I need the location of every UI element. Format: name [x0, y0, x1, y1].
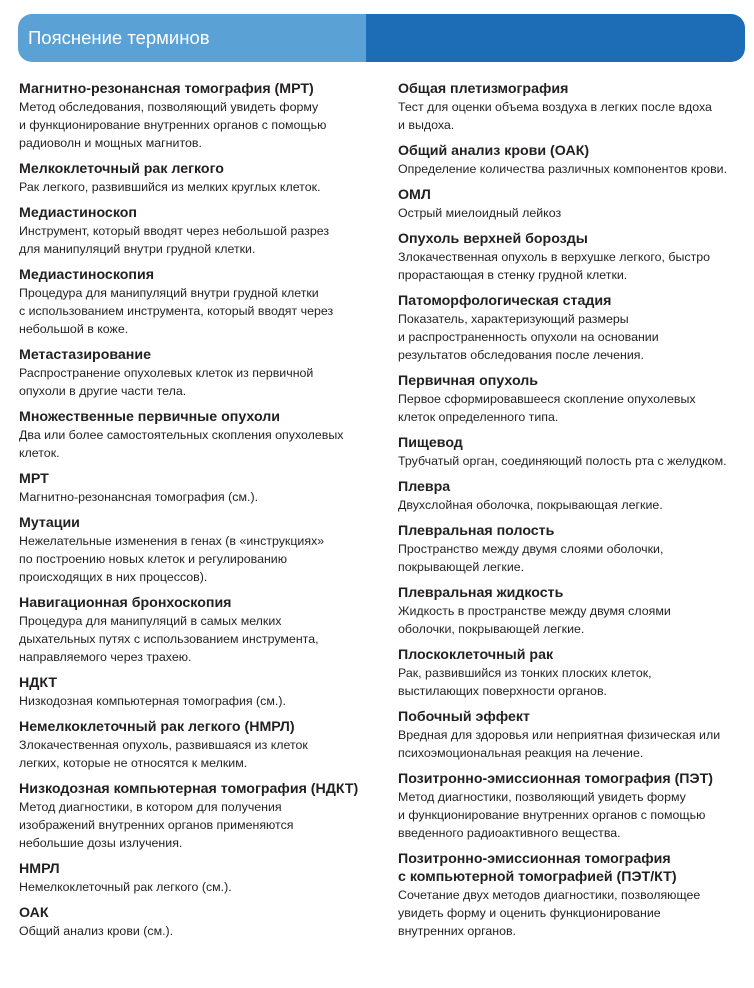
glossary-entry — [19, 266, 369, 338]
glossary-term: Плевральная жидкость — [398, 585, 564, 601]
glossary-term: МРТ — [19, 471, 49, 487]
glossary-entry — [398, 478, 748, 514]
glossary-definition: Жидкость в пространстве между двумя слоями оболочки, покрывающей легкие. — [398, 604, 671, 636]
glossary-entry — [398, 142, 748, 178]
glossary-definition: Два или более самостоятельных скопления опухолевых клеток. — [19, 428, 344, 460]
glossary-definition: Нежелательные изменения в генах (в «инструкциях» по построению новых клеток и регулированию происходящих в них процессов). — [19, 534, 325, 584]
glossary-entry — [398, 584, 748, 638]
glossary-term: ОАК — [19, 905, 49, 921]
glossary-definition: Рак, развившийся из тонких плоских клеток, выстилающих поверхности органов. — [398, 666, 652, 698]
glossary-entry — [19, 718, 369, 772]
glossary-term: ОМЛ — [398, 187, 431, 203]
glossary-entry — [19, 514, 369, 586]
glossary-definition: Показатель, характеризующий размеры и распространенность опухоли на основании результатов обследования после лечения. — [398, 312, 659, 362]
glossary-entry — [398, 292, 748, 364]
glossary-term: Позитронно-эмиссионная томография (ПЭТ) — [398, 771, 713, 787]
glossary-definition: Первое сформировавшееся скопление опухолевых клеток определенного типа. — [398, 392, 696, 424]
glossary-definition: Определение количества различных компонентов крови. — [398, 162, 728, 176]
glossary-entry — [398, 230, 748, 284]
glossary-definition: Распространение опухолевых клеток из первичной опухоли в другие части тела. — [19, 366, 314, 398]
glossary-entry — [398, 372, 748, 426]
glossary-term: Общая плетизмография — [398, 81, 569, 97]
glossary-term: Первичная опухоль — [398, 373, 538, 389]
glossary-entry — [398, 434, 748, 470]
glossary-term: Мутации — [19, 515, 80, 531]
glossary-definition: Сочетание двух методов диагностики, позволяющее увидеть форму и оценить функционирование внутренних органов. — [398, 888, 701, 938]
glossary-entry — [398, 850, 748, 940]
glossary-term: Медиастиноскоп — [19, 205, 137, 221]
glossary-definition: Пространство между двумя слоями оболочки, покрывающей легкие. — [398, 542, 664, 574]
glossary-term: НМРЛ — [19, 861, 60, 877]
glossary-definition: Магнитно-резонансная томография (см.). — [19, 490, 259, 504]
glossary-entry — [19, 408, 369, 462]
glossary-entry — [398, 522, 748, 576]
glossary-term: Плевральная полость — [398, 523, 555, 539]
glossary-term: Побочный эффект — [398, 709, 530, 725]
glossary-entry — [19, 204, 369, 258]
glossary-term: Магнитно-резонансная томография (МРТ) — [19, 81, 314, 97]
glossary-left-column — [19, 80, 369, 948]
glossary-term: Навигационная бронхоскопия — [19, 595, 232, 611]
glossary-term: Медиастиноскопия — [19, 267, 154, 283]
glossary-entry — [19, 860, 369, 896]
glossary-term: Низкодозная компьютерная томография (НДКТ) — [19, 781, 359, 797]
glossary-definition: Вредная для здоровья или неприятная физическая или психоэмоциональная реакция на лечение. — [398, 728, 721, 760]
glossary-right-column — [398, 80, 748, 948]
glossary-term: Плевра — [398, 479, 451, 495]
glossary-definition: Злокачественная опухоль, развившаяся из клеток легких, которые не относятся к мелким. — [19, 738, 308, 770]
glossary-definition: Рак легкого, развившийся из мелких круглых клеток. — [19, 180, 321, 194]
glossary-term: Плоскоклеточный рак — [398, 647, 554, 663]
glossary-term: Мелкоклеточный рак легкого — [19, 161, 224, 177]
glossary-term: Метастазирование — [19, 347, 151, 363]
banner-dark-segment — [366, 14, 745, 62]
glossary-entry — [19, 470, 369, 506]
glossary-entry — [398, 646, 748, 700]
glossary-entry — [19, 346, 369, 400]
section-header-banner — [18, 14, 745, 62]
banner-light-segment — [18, 14, 366, 62]
glossary-term: Множественные первичные опухоли — [19, 409, 280, 425]
glossary-definition: Процедура для манипуляций в самых мелких дыхательных путях с использованием инструмента, направляемого через трахею. — [19, 614, 319, 664]
glossary-entry — [19, 904, 369, 940]
glossary-entry — [19, 594, 369, 666]
glossary-definition: Общий анализ крови (см.). — [19, 924, 174, 938]
glossary-definition: Инструмент, который вводят через небольшой разрез для манипуляций внутри грудной клетки. — [19, 224, 330, 256]
glossary-term: Общий анализ крови (ОАК) — [398, 143, 590, 159]
glossary-term: Пищевод — [398, 435, 463, 451]
glossary-entry — [19, 674, 369, 710]
glossary-definition: Тест для оценки объема воздуха в легких после вдоха и выдоха. — [398, 100, 712, 132]
glossary-term: Немелкоклеточный рак легкого (НМРЛ) — [19, 719, 295, 735]
glossary-term: НДКТ — [19, 675, 58, 691]
glossary-definition: Острый миелоидный лейкоз — [398, 206, 562, 220]
glossary-definition: Метод диагностики, позволяющий увидеть форму и функционирование внутренних органов с помощью введенного радиоактивного вещества. — [398, 790, 706, 840]
glossary-term: Патоморфологическая стадия — [398, 293, 612, 309]
glossary-entry — [19, 780, 369, 852]
glossary-entry — [398, 770, 748, 842]
glossary-definition: Метод обследования, позволяющий увидеть форму и функционирование внутренних органов с помощью радиоволн и мощных магнитов. — [19, 100, 327, 150]
page-title: Пояснение терминов — [28, 27, 210, 48]
glossary-definition: Низкодозная компьютерная томография (см.). — [19, 694, 286, 708]
glossary-term: Позитронно-эмиссионная томография с компьютерной томографией (ПЭТ/КТ) — [398, 851, 677, 885]
glossary-entry — [19, 160, 369, 196]
glossary-definition: Двухслойная оболочка, покрывающая легкие. — [398, 498, 663, 512]
glossary-definition: Злокачественная опухоль в верхушке легкого, быстро прорастающая в стенку грудной клетки. — [398, 250, 711, 282]
glossary-entry — [398, 186, 748, 222]
glossary-definition: Трубчатый орган, соединяющий полость рта с желудком. — [398, 454, 727, 468]
glossary-entry — [398, 708, 748, 762]
glossary-entry — [19, 80, 369, 152]
glossary-entry — [398, 80, 748, 134]
glossary-definition: Процедура для манипуляций внутри грудной клетки с использованием инструмента, который вводят через небольшой в коже. — [19, 286, 334, 336]
glossary-definition: Немелкоклеточный рак легкого (см.). — [19, 880, 232, 894]
glossary-definition: Метод диагностики, в котором для получения изображений внутренних органов применяются небольшие дозы излучения. — [19, 800, 294, 850]
glossary-term: Опухоль верхней борозды — [398, 231, 588, 247]
